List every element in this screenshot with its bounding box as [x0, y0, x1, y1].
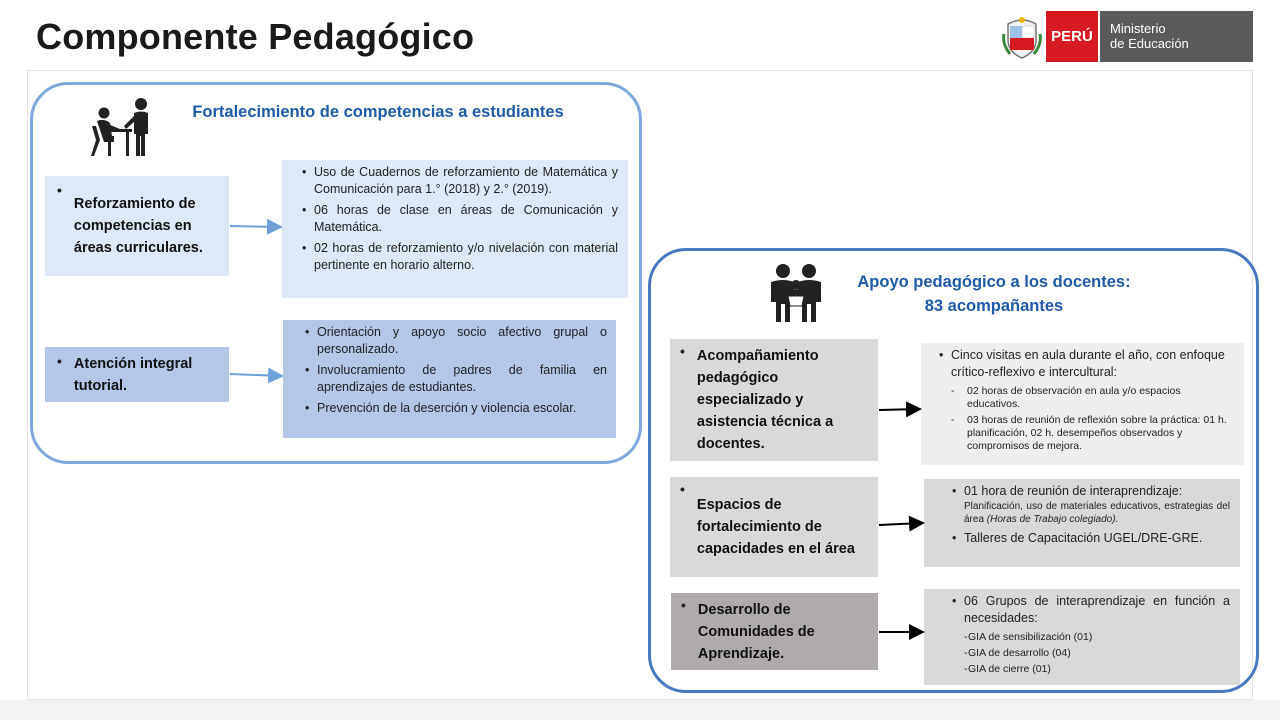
arrow-reinforcement: [230, 226, 281, 227]
reinforcement-detail-2: • 06 horas de clase en áreas de Comunicación y Matemática.: [302, 202, 618, 236]
reinforcement-detail-3: • 02 horas de reforzamiento y/o nivelación con material pertinente en horario alterno.: [302, 240, 618, 274]
learning-communities-detail-sub-1: - GIA de sensibilización (01): [952, 631, 1230, 644]
capacity-spaces-detail-small-text: Planificación, uso de materiales educativos, estrategias del área: [964, 501, 1230, 525]
accompaniment-detail-sub-1: - 02 horas de observación en aula y/o espacios educativos.: [939, 385, 1236, 411]
reinforcement-detail-1: • Uso de Cuadernos de reforzamiento de Matemática y Comunicación para 1.° (2018) y 2.° (2019).: [302, 164, 618, 198]
learning-communities-detail-main: • 06 Grupos de interaprendizaje en función a necesidades:: [952, 593, 1230, 627]
accompaniment-label: Acompañamiento pedagógico especializado y asistencia técnica a docentes.: [696, 348, 834, 452]
learning-communities-detail-sub-3: - GIA de cierre (01): [952, 663, 1230, 676]
students-heading: Fortalecimiento de competencias a estudiantes: [192, 103, 564, 121]
bullet-icon: •: [681, 597, 686, 613]
accompaniment-detail-main: • Cinco visitas en aula durante el año, con enfoque crítico-reflexivo e intercultural:: [939, 347, 1236, 381]
arrow-capacity-spaces: [879, 523, 923, 525]
capacity-spaces-label: Espacios de fortalecimiento de capacidades en el área: [696, 497, 855, 557]
ministry-name-line2: de Educación: [1110, 36, 1189, 51]
bullet-icon: •: [680, 343, 685, 359]
peru-brand-label: PERÚ: [1046, 11, 1098, 62]
arrow-tutorial: [230, 374, 282, 376]
arrow-accompaniment: [879, 409, 920, 410]
reinforcement-label: Reforzamiento de competencias en áreas curriculares.: [73, 196, 203, 256]
page-title: Componente Pedagógico: [36, 16, 475, 57]
capacity-spaces-detail-main-text: 01 hora de reunión de interaprendizaje:: [964, 484, 1183, 498]
accompaniment-detail-sub-2: - 03 horas de reunión de reflexión sobre la práctica: 01 h. planificación, 02 h. desempeños observados y compromisos de mejora.: [939, 414, 1236, 453]
tutorial-label: Atención integral tutorial.: [73, 355, 193, 394]
learning-communities-detail-sub-2: - GIA de desarrollo (04): [952, 647, 1230, 660]
bullet-icon: •: [57, 353, 62, 369]
teachers-heading-line1: Apoyo pedagógico a los docentes:: [857, 273, 1131, 291]
capacity-spaces-detail-second: • Talleres de Capacitación UGEL/DRE-GRE.: [952, 530, 1230, 547]
learning-communities-label: Desarrollo de Comunidades de Aprendizaje.: [697, 601, 815, 662]
tutorial-detail-2: • Involucramiento de padres de familia en aprendizajes de estudiantes.: [305, 362, 607, 396]
bullet-icon: •: [57, 182, 62, 198]
bullet-icon: •: [680, 481, 685, 497]
tutorial-detail-3: • Prevención de la deserción y violencia escolar.: [305, 400, 607, 417]
ministry-name-line1: Ministerio: [1110, 21, 1166, 36]
tutorial-detail-1: • Orientación y apoyo socio afectivo grupal o personalizado.: [305, 324, 607, 358]
capacity-spaces-detail-small-italic: (Horas de Trabajo colegiado).: [986, 514, 1119, 525]
teachers-heading-line2: 83 acompañantes: [924, 297, 1064, 315]
